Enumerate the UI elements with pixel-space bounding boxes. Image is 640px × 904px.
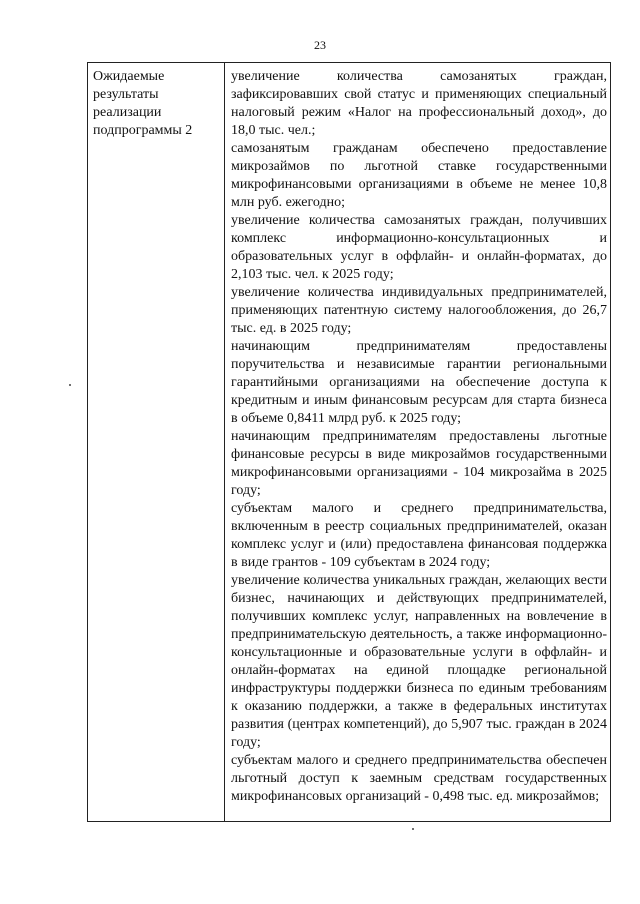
- result-item: начинающим предпринимателям предоставлены льготные финансовые ресурсы в виде микрозаймов государственными микрофинансовыми организациями - 104 микрозайма в 2025 году;: [231, 429, 607, 498]
- column-divider: [224, 63, 225, 821]
- result-item: увеличение количества самозанятых граждан, получивших комплекс информационно-консультационных и образовательных услуг в оффлайн- и онлайн-форматах, до 2,103 тыс. чел. к 2025 году;: [231, 213, 607, 282]
- result-item: увеличение количества уникальных граждан, желающих вести бизнес, начинающих и действующих предпринимателей, получивших комплекс услуг, направленных на вовлечение в предпринимательскую деятельность, а также информационно-консультационные и образовательные услуги в оффлайн- и онлайн-форматах на единой площадке региональной инфраструктуры поддержки бизнеса по единым требованиям к оказанию поддержки, а также в федеральных институтах развития (центрах компетенций), до 5,907 тыс. граждан в 2024 году;: [231, 573, 607, 750]
- expected-results-list: [231, 68, 607, 806]
- expected-results-label: Ожидаемые результаты реализации подпрограммы 2: [93, 69, 193, 138]
- result-item: самозанятым гражданам обеспечено предоставление микрозаймов по льготной ставке государственными микрофинансовыми организациями в объеме не менее 10,8 млн руб. ежегодно;: [231, 141, 607, 210]
- result-item: субъектам малого и среднего предпринимательства, включенным в реестр социальных предпринимателей, оказан комплекс услуг и (или) предоставлена финансовая поддержка в виде грантов - 109 субъектам в 2024 году;: [231, 501, 607, 570]
- result-item: увеличение количества индивидуальных предпринимателей, применяющих патентную систему налогообложения, до 26,7 тыс. ед. в 2025 году;: [231, 285, 607, 336]
- result-item: увеличение количества самозанятых граждан, зафиксировавших свой статус и применяющих специальный налоговый режим «Налог на профессиональный доход», до 18,0 тыс. чел.;: [231, 69, 607, 138]
- page-number: 23: [314, 38, 326, 52]
- result-item: субъектам малого и среднего предпринимательства обеспечен льготный доступ к заемным средствам государственных микрофинансовых организаций - 0,498 тыс. ед. микрозаймов;: [231, 753, 607, 804]
- scan-speck: [412, 828, 414, 830]
- scan-speck: [69, 384, 71, 386]
- results-table: [87, 62, 611, 822]
- result-item: начинающим предпринимателям предоставлены поручительства и независимые гарантии региональными гарантийными организациями на обеспечение доступа к кредитным и иным финансовым ресурсам для старта бизнеса в объеме 0,8411 млрд руб. к 2025 году;: [231, 339, 607, 426]
